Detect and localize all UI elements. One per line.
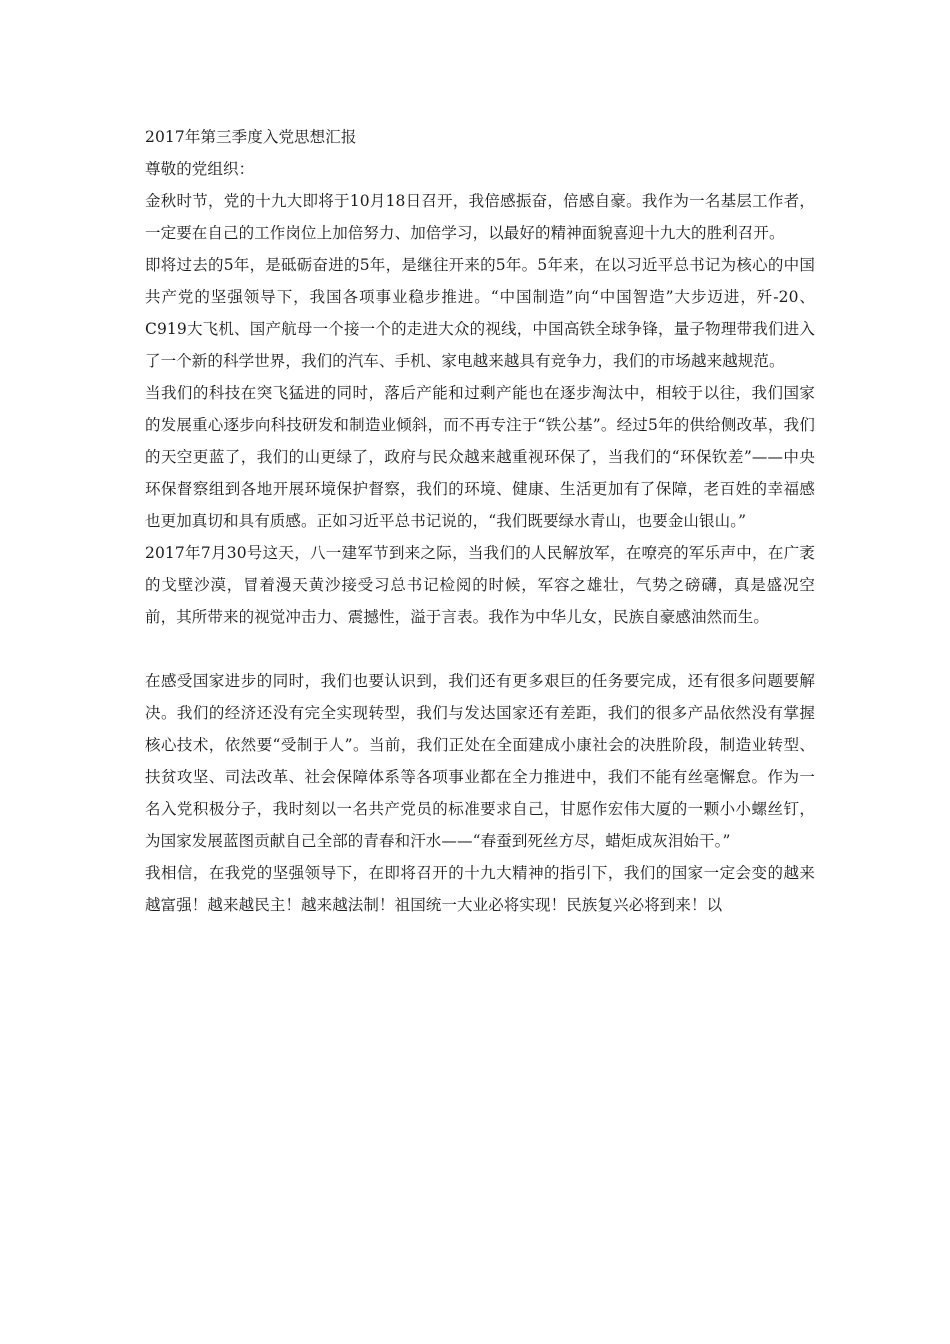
paragraph-5: 在感受国家进步的同时，我们也要认识到，我们还有更多艰巨的任务要完成，还有很多问题要解决。我们的经济还没有完全实现转型，我们与发达国家还有差距，我们的很多产品依然没有掌握核心技术，依然要“受制于人”。当前，我们正处在全面建成小康社会的决胜阶段，制造业转型、扶贫攻坚、司法改革、社会保障体系等各项事业都在全力推进中，我们不能有丝毫懈怠。作为一名入党积极分子，我时刻以一名共产党员的标准要求自己，甘愿作宏伟大厦的一颗小小螺丝钉，为国家发展蓝图贡献自己全部的青春和汗水——“春蚕到死丝方尽，蜡炬成灰泪始干。” bbox=[145, 672, 815, 850]
blank-line bbox=[145, 633, 815, 665]
paragraph-1: 金秋时节，党的十九大即将于10月18日召开，我倍感振奋，倍感自豪。我作为一名基层工作者，一定要在自己的工作岗位上加倍努力、加倍学习，以最好的精神面貌喜迎十九大的胜利召开。 bbox=[145, 192, 815, 242]
paragraph-2: 即将过去的5年，是砥砺奋进的5年，是继往开来的5年。5年来，在以习近平总书记为核心的中国共产党的坚强领导下，我国各项事业稳步推进。“中国制造”向“中国智造”大步迈进，歼-20、C919大飞机、国产航母一个接一个的走进大众的视线，中国高铁全球争锋，量子物理带我们进入了一个新的科学世界，我们的汽车、手机、家电越来越具有竞争力，我们的市场越来越规范。 bbox=[145, 256, 815, 370]
salutation: 尊敬的党组织： bbox=[145, 160, 255, 178]
paragraph-3: 当我们的科技在突飞猛进的同时，落后产能和过剩产能也在逐步淘汰中，相较于以往，我们国家的发展重心逐步向科技研发和制造业倾斜，而不再专注于“铁公基”。经过5年的供给侧改革，我们的天空更蓝了，我们的山更绿了，政府与民众越来越重视环保了，当我们的“环保钦差”——中央环保督察组到各地开展环境保护督察，我们的环境、健康、生活更加有了保障，老百姓的幸福感也更加真切和具有质感。正如习近平总书记说的，“我们既要绿水青山，也要金山银山。” bbox=[145, 384, 815, 530]
document-title: 2017年第三季度入党思想汇报 bbox=[145, 128, 357, 146]
document-body bbox=[145, 121, 815, 921]
paragraph-6: 我相信，在我党的坚强领导下，在即将召开的十九大精神的指引下，我们的国家一定会变的越来越富强！越来越民主！越来越法制！祖国统一大业必将实现！民族复兴必将到来！以 bbox=[145, 864, 815, 914]
paragraph-4: 2017年7月30号这天，八一建军节到来之际，当我们的人民解放军，在嘹亮的军乐声中，在广袤的戈壁沙漠，冒着漫天黄沙接受习总书记检阅的时候，军容之雄壮，气势之磅礴，真是盛况空前，其所带来的视觉冲击力、震撼性，溢于言表。我作为中华儿女，民族自豪感油然而生。 bbox=[145, 544, 815, 626]
